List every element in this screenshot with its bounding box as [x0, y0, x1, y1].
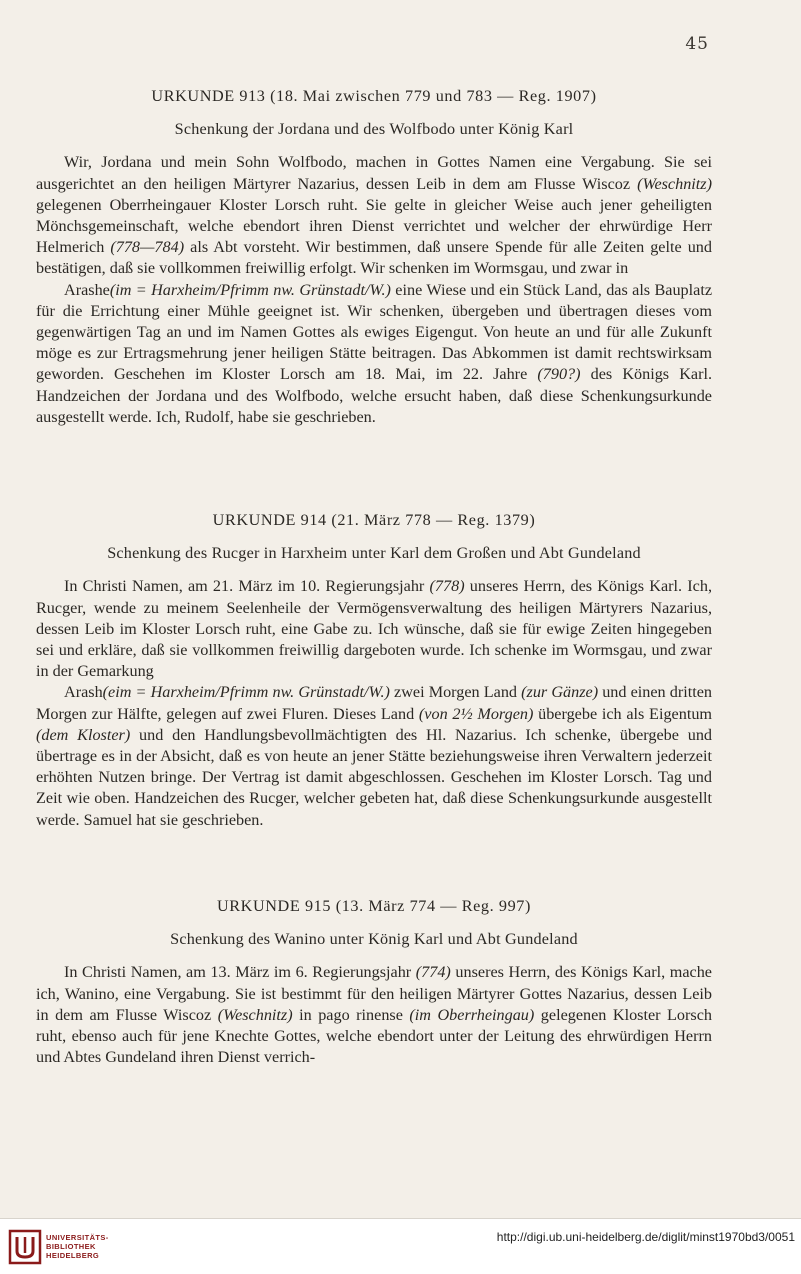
- document-heading: URKUNDE 914 (21. März 778 — Reg. 1379): [212, 511, 536, 529]
- italic-annotation: (Weschnitz): [637, 174, 712, 193]
- library-name: [46, 1233, 109, 1260]
- library-name-line: BIBLIOTHEK: [46, 1242, 96, 1251]
- document-heading: URKUNDE 913 (18. Mai zwischen 779 und 783 — Reg. 1907): [151, 87, 597, 105]
- text-run: unseres Herrn, des Königs Karl, mache ich, Wanino, eine Vergabung. Sie ist bestimmt für den heiligen Märtyrer Gottes Nazarius, dessen Leib in dem am Flusse Wiscoz: [36, 963, 712, 1024]
- text-run: gelegenen Oberrheingauer Kloster Lorsch ruht. Sie gelte in gleicher Weise auch jener geheiligten Mönchsgemeinschaft, welche ebendort ihren Dienst verrichtet und welcher der ehrwürdige Herr Helmerich: [36, 195, 712, 257]
- italic-annotation: (Weschnitz): [217, 1005, 293, 1024]
- italic-annotation: (im = Harxheim/Pfrimm nw. Grünstadt/W.): [109, 280, 391, 299]
- footer-bar: [0, 1218, 801, 1274]
- italic-annotation: (790?): [537, 365, 581, 384]
- document-913: [36, 86, 712, 428]
- text-run: des Königs Karl. Handzeichen der Jordana und des Wolfbodo, welche ersucht haben, daß diese Schenkungsurkunde ausgestellt werde. Ich, Rudolf, habe sie geschrieben.: [36, 365, 713, 426]
- italic-annotation: (778—784): [110, 238, 185, 257]
- italic-annotation: (im Oberrheingau): [409, 1005, 535, 1024]
- italic-annotation: (eim = Harxheim/Pfrimm nw. Grünstadt/W.): [102, 683, 390, 702]
- library-logo-icon: [8, 1229, 42, 1265]
- document-915: [36, 896, 712, 1068]
- text-run: Wir, Jordana und mein Sohn Wolfbodo, machen in Gottes Namen eine Vergabung. Sie sei ausgerichtet an den heiligen Märtyrer Nazarius, dessen Leib in dem am Flusse Wiscoz: [36, 153, 712, 193]
- italic-annotation: (778): [429, 577, 465, 596]
- document-914: [36, 510, 712, 831]
- paragraph: [36, 682, 712, 830]
- italic-annotation: (774): [415, 963, 451, 982]
- paragraph: [36, 576, 712, 682]
- text-run: als Abt vorsteht. Wir bestimmen, daß unsere Spende für alle Zeiten gelte und bestätigen, daß sie vollkommen freiwillig erfolgt. Wir schenken im Wormsgau, und zwar in: [36, 238, 712, 278]
- document-subheading: Schenkung des Wanino unter König Karl und Abt Gundeland: [170, 930, 578, 949]
- text-run: Arash: [64, 683, 103, 702]
- library-name-line: HEIDELBERG: [46, 1251, 100, 1260]
- permalink-url[interactable]: http://digi.ub.uni-heidelberg.de/diglit/minst1970bd3/0051: [496, 1230, 795, 1244]
- paragraph: [36, 280, 712, 428]
- text-run: In Christi Namen, am 21. März im 10. Regierungsjahr: [64, 577, 430, 596]
- library-name-line: UNIVERSITÄTS-: [46, 1233, 109, 1242]
- italic-annotation: (von 2½ Morgen): [418, 704, 534, 723]
- paragraph: [36, 962, 712, 1068]
- document-heading: URKUNDE 915 (13. März 774 — Reg. 997): [217, 897, 531, 915]
- document-subheading: Schenkung des Rucger in Harxheim unter Karl dem Großen und Abt Gundeland: [107, 544, 641, 563]
- text-run: in pago rinense: [292, 1005, 410, 1024]
- paragraph: [36, 152, 712, 279]
- text-run: eine Wiese und ein Stück Land, das als Bauplatz für die Errichtung einer Mühle geeignet ist. Wir schenken, übergeben und übertragen dieses vom gegenwärtigen Tag an und im Namen Gottes als ewiges Eigengut. Von heute an und für alle Zukunft möge es zur Ertragsmehrung jener heiligen Stätte beitragen. Das Abkommen ist damit rechtswirksam geworden. Geschehen im Kloster Lorsch am 18. Mai, im 22. Jahre: [36, 280, 713, 384]
- text-run: und den Handlungsbevollmächtigten des Hl. Nazarius. Ich schenke, übergebe und übertrage es in der Absicht, daß es von heute an jener Stätte beziehungsweise ihren Verwaltern jederzeit erhöhten Nutzen bringe. Der Vertrag ist damit abgeschlossen. Geschehen im Kloster Lorsch. Tag und Zeit wie oben. Handzeichen des Rucger, welcher gebeten hat, daß diese Schenkungsurkunde ausgestellt werde. Samuel hat sie geschrieben.: [36, 725, 713, 829]
- text-run: Arashe: [64, 280, 110, 299]
- text-run: In Christi Namen, am 13. März im 6. Regierungsjahr: [64, 963, 416, 982]
- page-number: 45: [685, 34, 709, 54]
- text-run: und einen dritten Morgen zur Hälfte, gelegen auf zwei Fluren. Dieses Land: [36, 683, 713, 723]
- italic-annotation: (zur Gänze): [521, 683, 599, 702]
- text-run: übergebe ich als Eigentum: [533, 704, 712, 723]
- text-run: unseres Herrn, des Königs Karl. Ich, Rucger, wende zu meinem Seelenheile der Vermögensverwaltung des heiligen Märtyrers Nazarius, dessen Leib im Kloster Lorsch ruht, eine Gabe zu. Ich wünsche, daß sie für ewige Zeiten hingegeben sei und erkläre, daß sie vollkommen freiwillig dargeboten wurde. Ich schenke im Wormsgau, und zwar in der Gemarkung: [36, 577, 713, 681]
- document-subheading: Schenkung der Jordana und des Wolfbodo unter König Karl: [174, 120, 574, 139]
- text-run: gelegenen Kloster Lorsch ruht, ebenso auch für jene Knechte Gottes, welche ebendort unter der Leitung des ehrwürdigen Herrn und Abtes Gundeland ihren Dienst verrich-: [36, 1005, 712, 1067]
- text-run: zwei Morgen Land: [389, 683, 522, 702]
- italic-annotation: (dem Kloster): [36, 725, 131, 744]
